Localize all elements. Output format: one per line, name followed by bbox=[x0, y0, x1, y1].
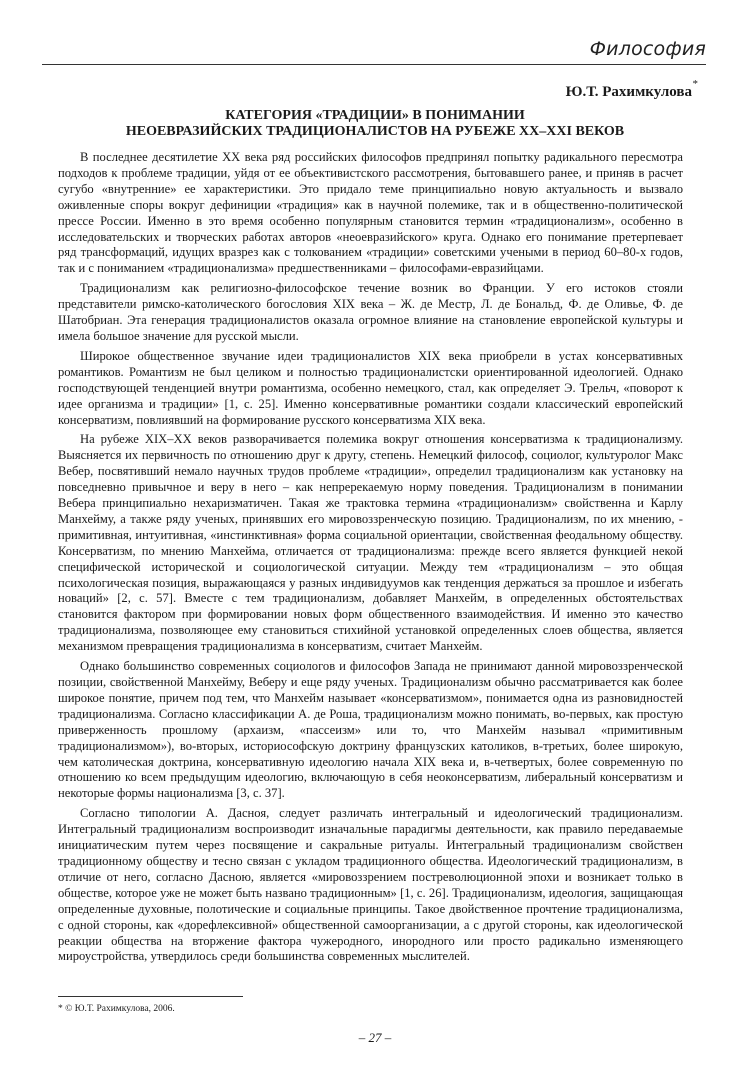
author-footnote-mark: * bbox=[692, 78, 698, 90]
paragraph: Согласно типологии А. Дасноя, следует различать интегральный и идеологический традиционализм. Интегральный традиционализм воспроизводит изначальные парадигмы деятельности, как правило передаваемые инициатическим путем через посвящение и сакральные ритуалы. Интегральный традиционализм свойствен традиционному обществу и тесно связан с укладом традиционного общества. Идеологический традиционализм, в отличие от него, согласно Дасною, является «мировоззрением постреволюционной эпохи и возникает только в обществе, которое уже не может быть названо традиционным» [1, с. 26]. Традиционализм, идеология, защищающая определенные духовные, полотические и социальные принципы. Такое двойственное прочтение традиционализма, с одной стороны, как «дорефлексивной» общественной самоорганизации, а с другой стороны, как идеологической реакции общества на вторжение фактора чужеродного, инородного или просто радикально изменяющего мироустройства, утвердилось среди большинства современных мыслителей. bbox=[58, 806, 683, 964]
article-title bbox=[60, 108, 690, 140]
article-title-line-2: НЕОЕВРАЗИЙСКИХ ТРАДИЦИОНАЛИСТОВ НА РУБЕЖЕ XX–XXI ВЕКОВ bbox=[125, 124, 625, 139]
section-title: Философия bbox=[589, 38, 706, 60]
paragraph: В последнее десятилетие XX века ряд российских философов предпринял попытку радикального пересмотра подходов к проблеме традиции, уйдя от ее объективистского рассмотрения, бытовавшего ранее, и приняв в расчет сугубо «внутренние» ее характеристики. Это придало теме принципиально новую актуальность и вызвало оживленные споры вокруг дефиниции «традиция» как в научной полемике, так и в общественно-политической прессе России. Именно в это время особенно популярным становится термин «традиционализм», особенно в исследовательских и творческих работах авторов «неоевразийского» круга. Однако его понимание претерпевает ряд трансформаций, идущих вразрез как с толкованием «традиции» советскими учеными в период 60–80-х годов, так и с пониманием «традиционализма» предшественниками – философами-евразийцами. bbox=[58, 150, 683, 276]
paragraph: Однако большинство современных социологов и философов Запада не принимают данной мировоззренческой позиции, свойственной Манхейму, Веберу и еще ряду ученых. Традиционализм обычно рассматривается как более широкое понятие, причем под тем, что Манхейм называет «консерватизмом», понимается одна из разновидностей традиционализма. Согласно классификации А. де Роша, традиционализм можно понимать, во-первых, как простую приверженность прошлому (архаизм, «пассеизм» или то, что Манхейм называл «примитивным традиционализмом»), во-вторых, историософскую доктрину французских католиков, в-третьих, более широкую, чем католическая доктрина, консервативную идеологию начала XIX века и, в-четвертых, более современную по отношению ко всем предыдущим идеологию, включающую в себя неоконсерватизм, либеральный консерватизм и некоторые формы национализма [3, с. 37]. bbox=[58, 659, 683, 801]
author-name: Ю.Т. Рахимкулова bbox=[565, 84, 692, 100]
article-body bbox=[58, 150, 683, 969]
footnote-rule bbox=[58, 996, 243, 997]
paragraph: Традиционализм как религиозно-философское течение возник во Франции. У его истоков стояли представители римско-католического богословия XIX века – Ж. де Местр, Л. де Бональд, Ф. де Оливье, Ф. де Шатобриан. Эта генерация традиционалистов оказала огромное влияние на становление европейской культуры и имела большое значение для русской мысли. bbox=[58, 281, 683, 343]
page-number: – 27 – bbox=[358, 1030, 392, 1045]
paragraph: На рубеже XIX–XX веков разворачивается полемика вокруг отношения консерватизма к традиционализму. Выясняется их первичность по отношению друг к другу, степень. Немецкий философ, социолог, культуролог Макс Вебер, посвятивший немало научных трудов проблеме «традиции», определил традиционализм как установку на повседневно привычное и веру в него – как непререкаемую норму поведения. Традиционализм в понимании Вебера принципиально нехаризматичен. Такая же трактовка термина «традиционализм» свойственна и Карлу Манхейму, а также ряду ученых, принявших его мировоззренческую позицию. Традиционализм, по их мнению, - примитивная, интуитивная, «инстинктивная» форма социальной ориентации, свойственная феодальному обществу. Консерватизм, по мнению Манхейма, отличается от традиционализма: прежде всего является функцией некой специфической исторической и социологической ситуации. Между тем «традиционализм – это общая психологическая позиция, выражающаяся у разных индивидуумов как тенденция держаться за прошлое и избегать новаций» [2, с. 57]. Вместе с тем традиционализм, добавляет Манхейм, в определенных обстоятельствах становится фактором при формировании новых форм общественного взаимодействия. И именно это качество традиционализма, позволяющее ему становиться стихийной установкой определенных слоев общества, является механизмом превращения традиционализма в консерватизм, считает Манхейм. bbox=[58, 432, 683, 654]
article-title-line-1: КАТЕГОРИЯ «ТРАДИЦИИ» В ПОНИМАНИИ bbox=[225, 108, 525, 123]
footnote: * © Ю.Т. Рахимкулова, 2006. bbox=[58, 1004, 175, 1014]
paragraph: Широкое общественное звучание идеи традиционалистов XIX века приобрели в устах консервативных романтиков. Романтизм не был целиком и полностью традиционалистски ориентированной идеологией. Однако господствующей тенденцией внутри романтизма, особенно немецкого, стал, как определяет Э. Трельч, «поворот к идее организма и традиции» [1, с. 25]. Именно консервативные романтики создали классический европейский консерватизм, повлиявший на формирование русского консерватизма XIX века. bbox=[58, 348, 683, 427]
running-header bbox=[42, 38, 706, 68]
header-rule bbox=[42, 64, 706, 65]
